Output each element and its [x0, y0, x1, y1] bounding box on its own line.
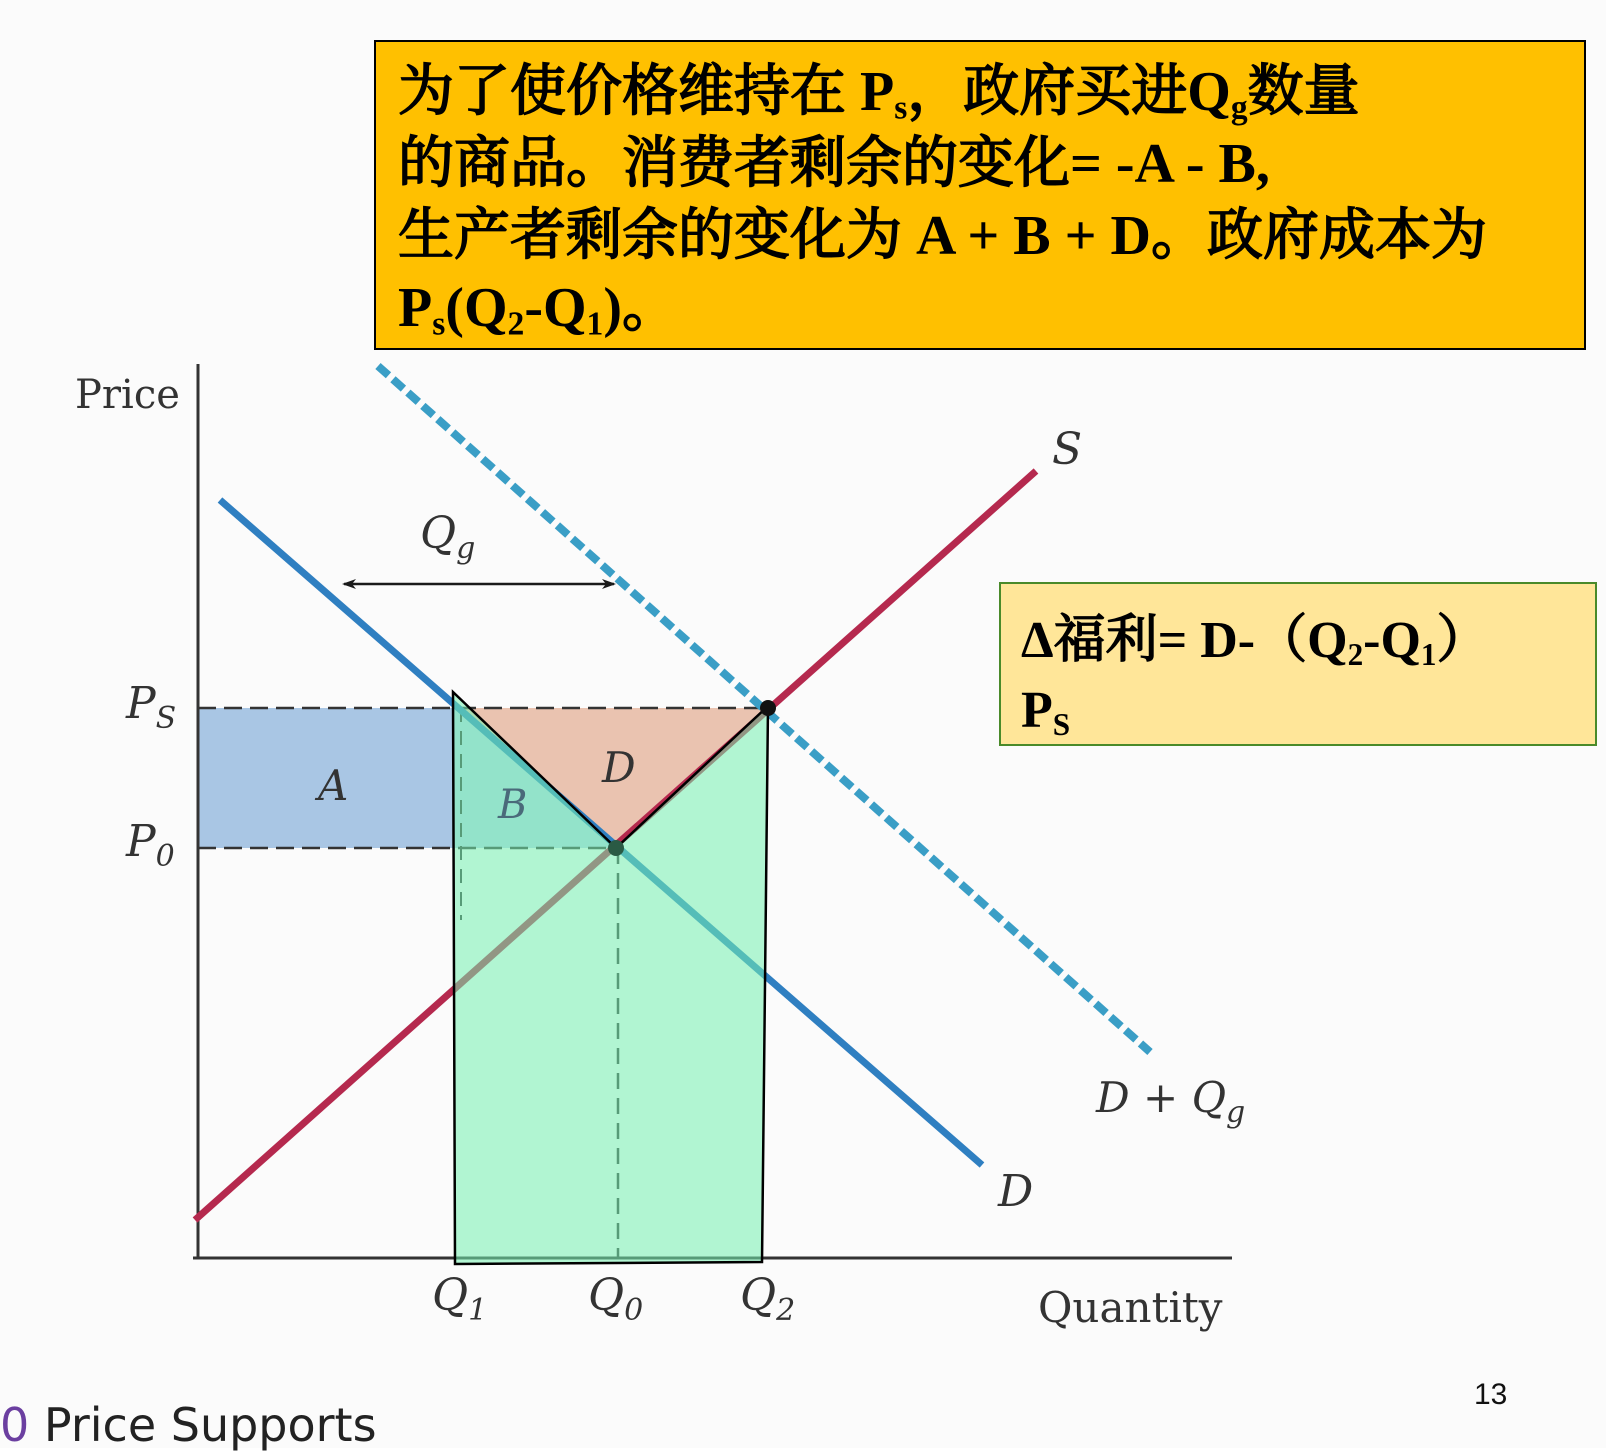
region-label-a: A [318, 761, 349, 810]
equilibrium-point [608, 840, 624, 856]
qg-label: $Q_g$ [420, 508, 476, 566]
region-label-b: B [498, 782, 528, 828]
figure-caption [0, 1398, 377, 1452]
support-point [760, 700, 776, 716]
demand-label: D [998, 1166, 1034, 1217]
note-main-line-1: 为了使价格维持在 $P_s$，政府买进$Q_g$数量 [398, 61, 1360, 127]
supply-label: S [1052, 424, 1083, 475]
caption-number: 0 [0, 1398, 30, 1452]
price-label-ps: $P_S$ [126, 678, 177, 736]
welfare-change-note [999, 582, 1597, 746]
region-label-d: D [602, 743, 636, 792]
shifted-demand-label: $D + Q_g$ [1096, 1073, 1246, 1130]
qty-label-q1: $Q_1$ [432, 1270, 488, 1328]
caption-text: Price Supports [43, 1398, 377, 1452]
note-main-line-2: 的商品。消费者剩余的变化= -A - B, [398, 133, 1270, 195]
x-axis-label: Quantity [1038, 1283, 1223, 1332]
note-main-line-4: $P_s(Q_2-Q_1)$。 [398, 277, 678, 343]
note-main-line-3: 生产者剩余的变化为 A + B + D。政府成本为 [398, 205, 1487, 267]
page-number: 13 [1474, 1378, 1508, 1411]
qty-label-q0: $Q_0$ [588, 1270, 644, 1328]
price-support-explanation [374, 40, 1586, 350]
price-label-p0: $P_0$ [126, 816, 175, 874]
y-axis-label: Price [75, 372, 180, 418]
qty-label-q2: $Q_2$ [740, 1270, 796, 1328]
note-welfare-line-2: $P_S$ [1021, 682, 1071, 742]
note-welfare-line-1: Δ福利= $D-(Q_2-Q_1)$ [1021, 612, 1489, 672]
